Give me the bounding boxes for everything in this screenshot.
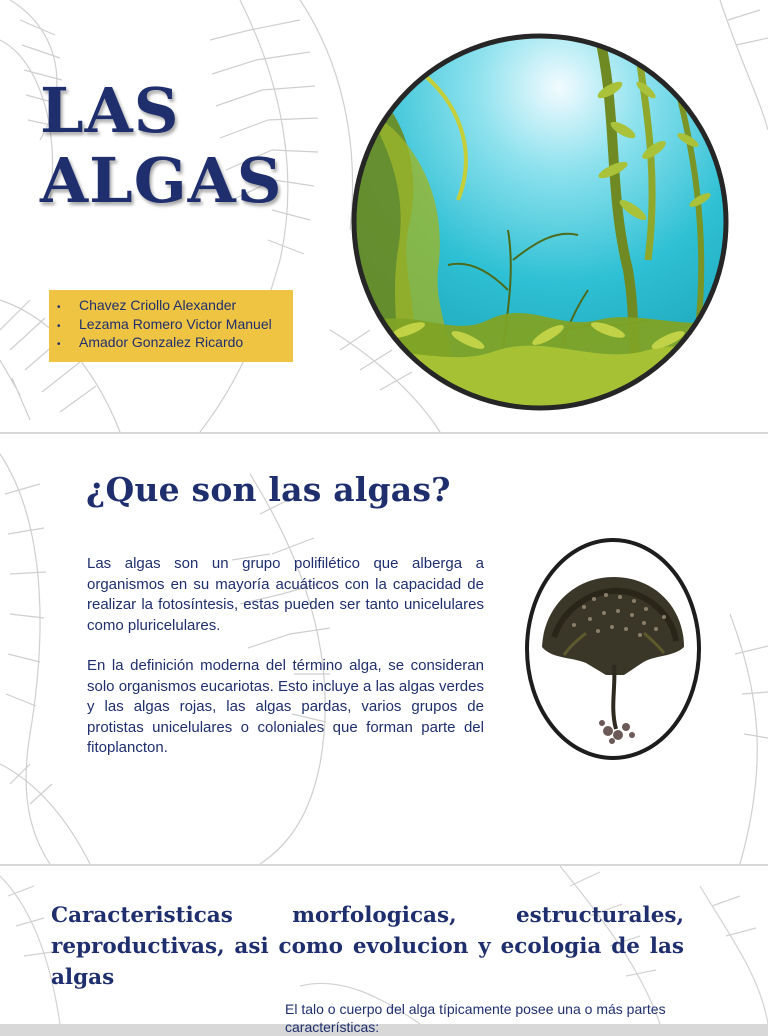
authors-list bbox=[57, 296, 293, 352]
author-name: Amador Gonzalez Ricardo bbox=[79, 334, 244, 350]
section-heading: ¿Que son las algas? bbox=[86, 470, 451, 509]
title-slide bbox=[0, 0, 768, 432]
page-title bbox=[40, 76, 283, 216]
seaweed-specimen-photo bbox=[524, 537, 702, 761]
definition-slide bbox=[0, 434, 768, 864]
title-line-1: LAS bbox=[40, 74, 180, 147]
definition-paragraph-1: Las algas son un grupo polifilético que alberga a organismos en su mayoría acuáticos con la capacidad de realizar la fotosíntesis, estas pueden ser tanto unicelulares como pluricelulares. bbox=[87, 555, 484, 634]
bullet-icon: • bbox=[57, 302, 61, 313]
thallus-paragraph: El talo o cuerpo del alga típicamente posee una o más partes características: bbox=[285, 1001, 666, 1035]
bullet-icon: • bbox=[57, 339, 61, 350]
title-line-2: ALGAS bbox=[40, 144, 283, 217]
underwater-kelp-photo bbox=[348, 30, 732, 414]
bullet-icon: • bbox=[57, 320, 61, 332]
section-heading: Caracteristicas morfologicas, estructurales, reproductivas, asi como evolucion y ecologia de las algas bbox=[51, 903, 684, 990]
author-item bbox=[57, 333, 293, 352]
definition-paragraph-2: En la definición moderna del término alga, se consideran solo organismos eucariotas. Esto incluye a las algas verdes y las algas rojas, las algas pardas, varios grupos de protistas unicelulares o coloniales que forman parte del fitoplancton. bbox=[87, 657, 484, 756]
author-item bbox=[57, 296, 293, 315]
author-item bbox=[57, 315, 293, 334]
author-name: Chavez Criollo Alexander bbox=[79, 297, 237, 313]
characteristics-slide bbox=[0, 866, 768, 1035]
authors-box bbox=[49, 290, 293, 362]
author-name: Lezama Romero Victor Manuel bbox=[79, 315, 272, 332]
